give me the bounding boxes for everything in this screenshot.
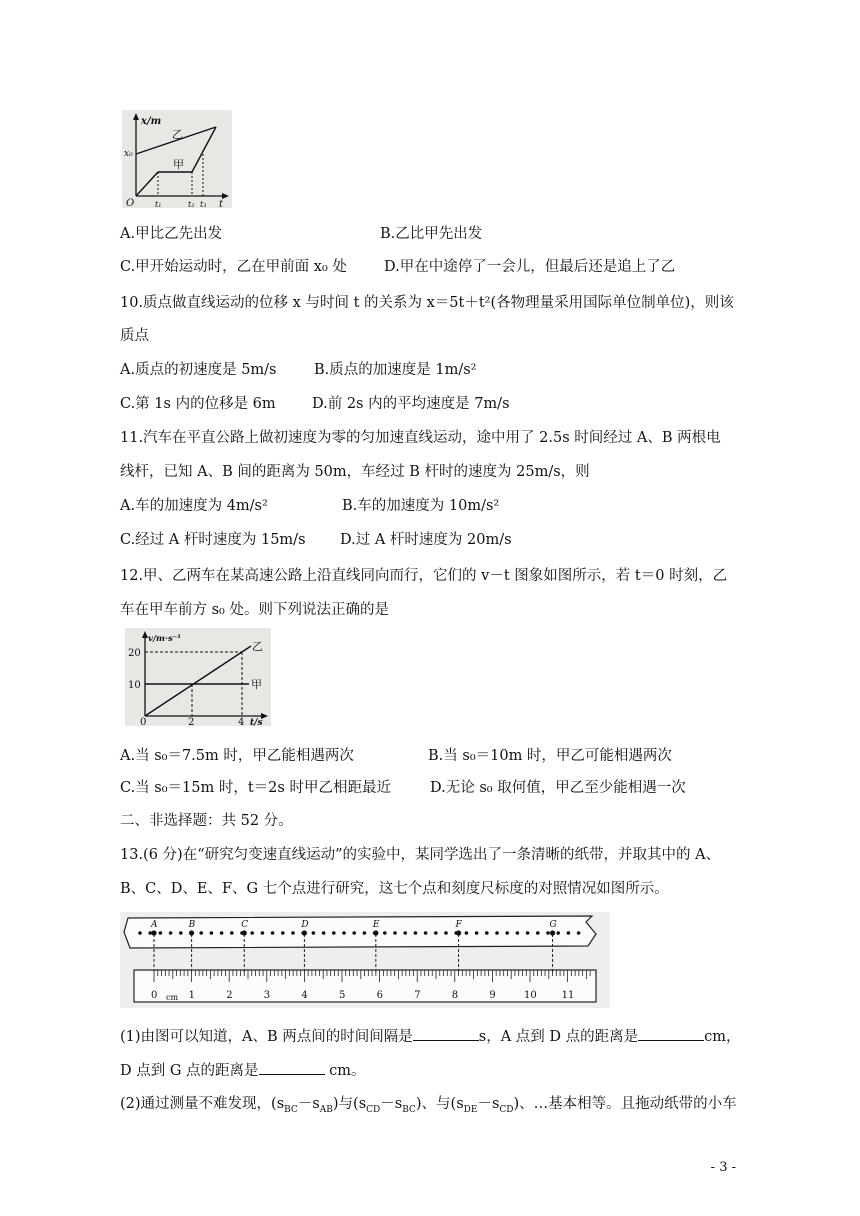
tape-dot xyxy=(495,931,499,935)
figure-vt-graph xyxy=(125,628,271,726)
q13-part2: (2)通过测量不难发现，$(s_{BC}-s_{AB})$与$(s_{CD}-s_{BC})$、与$(s_{DE}-s_{CD})$、…基本相等。且拖动纸带的小车 xyxy=(120,1096,737,1115)
q13-stem-line2: B、C、D、E、F、G 七个点进行研究，这七个点和刻度尺标度的对照情况如图所示。 xyxy=(120,881,669,897)
tape-dot xyxy=(577,931,581,935)
tape-point-label: B xyxy=(188,920,196,930)
q13-stem-line1: 13.(6 分)在“研究匀变速直线运动”的实验中，某同学选出了一条清晰的纸带，并取其中的 A、 xyxy=(120,847,721,863)
q13-part1-line2-b: cm。 xyxy=(324,1063,366,1079)
tape-dot xyxy=(261,931,265,935)
tape-point xyxy=(456,930,461,935)
fig1-series-jia: 甲 xyxy=(173,158,184,171)
tape-dot xyxy=(230,931,234,935)
tape-dot xyxy=(485,931,489,935)
tape-dot xyxy=(169,931,173,935)
tape-dot xyxy=(291,931,295,935)
fig1-t3: t₃ xyxy=(200,200,207,208)
tape-point xyxy=(550,930,555,935)
tape-dot xyxy=(434,931,438,935)
tape-dot xyxy=(383,931,387,935)
tape-dot xyxy=(363,931,367,935)
tape-dot xyxy=(332,931,336,935)
ruler-number: 4 xyxy=(301,990,308,1001)
tape-dot xyxy=(271,931,275,935)
q10-stem-line2: 质点 xyxy=(120,328,149,344)
tape-dot xyxy=(444,931,448,935)
q11-option-b: B.车的加速度为 10m/s² xyxy=(342,498,500,514)
tape-dot xyxy=(199,931,203,935)
tape-dot xyxy=(424,931,428,935)
q13-part1-line2-a: D 点到 G 点的距离是 xyxy=(120,1063,259,1079)
tape-dot xyxy=(526,931,530,935)
tape-dot xyxy=(322,931,326,935)
q13-part1-line2 xyxy=(120,1060,366,1081)
q11-option-a: A.车的加速度为 4m/s² xyxy=(120,498,268,514)
q10-stem-line1: 10.质点做直线运动的位移 x 与时间 t 的关系为 x＝5t＋t²(各物理量采用国际单位制单位)，则该 xyxy=(120,295,734,311)
q13-part1-text-c: cm， xyxy=(704,1029,741,1045)
q10-option-d: D.前 2s 内的平均速度是 7m/s xyxy=(312,396,510,412)
tape-dot xyxy=(250,931,254,935)
tape-dot xyxy=(210,931,214,935)
q13-part1-text-b: s，A 点到 D 点的距离是 xyxy=(478,1029,639,1045)
page-number: - 3 - xyxy=(710,1160,736,1175)
q12-option-c: C.当 s₀＝15m 时，t＝2s 时甲乙相距最近 xyxy=(120,780,391,796)
tape-dot xyxy=(536,931,540,935)
q9-option-c: C.甲开始运动时，乙在甲前面 x₀ 处 xyxy=(120,259,347,275)
fig1-t1: t₁ xyxy=(155,200,162,208)
tape-dot xyxy=(138,931,142,935)
tape-point xyxy=(302,930,307,935)
q11-stem-line2: 线杆，已知 A、B 间的距离为 50m，车经过 B 杆时的速度为 25m/s，则 xyxy=(120,464,590,480)
fig1-series-yi: 乙 xyxy=(172,128,183,141)
tape-dot xyxy=(567,931,571,935)
ruler-number: 5 xyxy=(339,990,346,1001)
tape-point xyxy=(242,930,247,935)
ruler-number: 2 xyxy=(226,990,233,1001)
tape-point xyxy=(189,930,194,935)
fig2-xlabel: t/s xyxy=(250,718,263,726)
fig1-ylabel: x/m xyxy=(141,116,162,127)
tape-dot xyxy=(159,931,163,935)
ruler-number: 7 xyxy=(414,990,421,1001)
fig1-origin: O xyxy=(126,198,135,208)
q11-option-d: D.过 A 杆时速度为 20m/s xyxy=(340,532,512,548)
q12-stem-line1: 12.甲、乙两车在某高速公路上沿直线同向而行，它们的 v－t 图象如图所示，若 t＝0 时刻，乙 xyxy=(120,568,728,584)
q9-option-a: A.甲比乙先出发 xyxy=(120,226,223,242)
fig1-t2: t₂ xyxy=(188,200,195,208)
q9-option-b: B.乙比甲先出发 xyxy=(380,226,483,242)
fig1-xlabel: t xyxy=(219,199,224,208)
fig2-ylabel: v/m·s⁻¹ xyxy=(148,634,181,644)
q13-part1-line1 xyxy=(120,1026,741,1047)
tape-dot xyxy=(312,931,316,935)
tape-point xyxy=(151,930,156,935)
fig2-xtick-2: 2 xyxy=(188,717,195,726)
tape-dot xyxy=(393,931,397,935)
answer-blank-interval[interactable] xyxy=(413,1026,479,1041)
fig2-ytick-0: 0 xyxy=(140,717,147,726)
q10-option-b: B.质点的加速度是 1m/s² xyxy=(314,362,477,378)
tape-point-label: G xyxy=(549,920,557,930)
tape-dot xyxy=(546,931,550,935)
q10-option-c: C.第 1s 内的位移是 6m xyxy=(120,396,276,412)
figure-tape-ruler xyxy=(120,912,610,1008)
ruler-number: 3 xyxy=(263,990,271,1001)
tape-point-label: E xyxy=(372,920,380,930)
ruler-number: 8 xyxy=(451,990,459,1001)
fig1-x0-label: x₀ xyxy=(124,149,133,159)
tape-dot xyxy=(281,931,285,935)
tape-dot xyxy=(556,931,560,935)
q12-option-d: D.无论 s₀ 取何值，甲乙至少能相遇一次 xyxy=(430,780,686,796)
tape-dot xyxy=(179,931,183,935)
tape-dot xyxy=(342,931,346,935)
fig2-xtick-4: 4 xyxy=(238,717,245,726)
q13-part1-text-a: (1)由图可以知道，A、B 两点间的时间间隔是 xyxy=(120,1029,413,1045)
q10-option-a: A.质点的初速度是 5m/s xyxy=(120,362,277,378)
q12-option-b: B.当 s₀＝10m 时，甲乙可能相遇两次 xyxy=(428,748,672,764)
ruler-number: 11 xyxy=(561,990,575,1001)
tape-dot xyxy=(220,931,224,935)
tape-point-label: F xyxy=(455,920,462,930)
tape-dot xyxy=(465,931,469,935)
tape-dot xyxy=(403,931,407,935)
ruler-number: 10 xyxy=(524,990,537,1001)
tape-point xyxy=(373,930,378,935)
tape-dot xyxy=(352,931,356,935)
ruler-number: 0 xyxy=(151,990,158,1001)
tape-dot xyxy=(516,931,520,935)
tape-dot xyxy=(505,931,509,935)
q11-option-c: C.经过 A 杆时速度为 15m/s xyxy=(120,532,306,548)
fig2-ytick-20: 20 xyxy=(128,648,141,659)
q12-stem-line2: 车在甲车前方 s₀ 处。则下列说法正确的是 xyxy=(120,602,389,618)
fig2-ytick-10: 10 xyxy=(128,680,141,691)
ruler-number: 9 xyxy=(489,990,496,1001)
q12-option-a: A.当 s₀＝7.5m 时，甲乙能相遇两次 xyxy=(120,748,354,764)
fig2-series-jia: 甲 xyxy=(251,678,262,691)
figure-xt-graph xyxy=(122,110,232,208)
tape-dot xyxy=(414,931,418,935)
q9-option-d: D.甲在中途停了一会儿，但最后还是追上了乙 xyxy=(384,259,676,275)
answer-blank-ad[interactable] xyxy=(638,1026,704,1041)
tape-point-label: D xyxy=(301,920,309,930)
section-heading: 二、非选择题：共 52 分。 xyxy=(120,813,293,829)
ruler-number: 1 xyxy=(188,990,195,1001)
q11-stem-line1: 11.汽车在平直公路上做初速度为零的匀加速直线运动，途中用了 2.5s 时间经过 A、B 两根电 xyxy=(120,430,721,446)
tape-dot xyxy=(475,931,479,935)
answer-blank-dg[interactable] xyxy=(259,1060,325,1075)
fig2-series-yi: 乙 xyxy=(252,640,263,653)
ruler-unit: cm xyxy=(166,993,179,1002)
tape-point-label: C xyxy=(241,920,249,930)
tape-point-label: A xyxy=(151,920,158,930)
ruler-number: 6 xyxy=(376,990,383,1001)
